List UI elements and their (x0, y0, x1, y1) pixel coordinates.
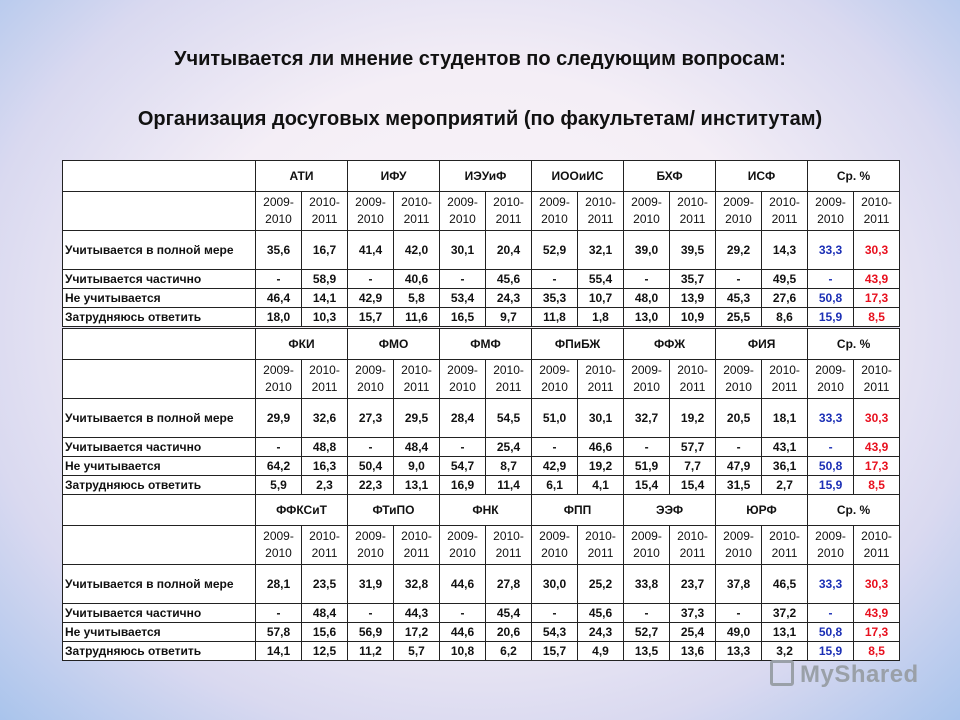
year-header: 2010- 2011 (854, 192, 900, 231)
value-cell: 17,3 (854, 289, 900, 308)
data-table-3 (62, 494, 900, 661)
value-cell: 41,4 (348, 231, 394, 270)
year-header: 2010- 2011 (854, 526, 900, 565)
year-header: 2009- 2010 (532, 360, 578, 399)
value-cell: 50,4 (348, 457, 394, 476)
year-header: 2009- 2010 (348, 360, 394, 399)
value-cell: 15,9 (808, 642, 854, 661)
value-cell: 15,4 (624, 476, 670, 495)
value-cell: 14,1 (256, 642, 302, 661)
table-row (63, 399, 900, 438)
faculty-header-row (63, 161, 900, 192)
year-header: 2009- 2010 (624, 360, 670, 399)
value-cell: 6,2 (486, 642, 532, 661)
value-cell: - (624, 270, 670, 289)
value-cell: 49,5 (762, 270, 808, 289)
table-row (63, 476, 900, 495)
value-cell: 7,7 (670, 457, 716, 476)
year-header: 2009- 2010 (440, 360, 486, 399)
value-cell: 51,9 (624, 457, 670, 476)
value-cell: 8,6 (762, 308, 808, 327)
value-cell: - (440, 438, 486, 457)
value-cell: 45,4 (486, 604, 532, 623)
value-cell: - (808, 438, 854, 457)
year-header: 2009- 2010 (716, 526, 762, 565)
value-cell: 20,5 (716, 399, 762, 438)
value-cell: 57,8 (256, 623, 302, 642)
value-cell: 11,4 (486, 476, 532, 495)
value-cell: 15,6 (302, 623, 348, 642)
year-header: 2009- 2010 (440, 526, 486, 565)
value-cell: 13,1 (394, 476, 440, 495)
value-cell: 32,6 (302, 399, 348, 438)
table-row (63, 457, 900, 476)
year-header: 2010- 2011 (762, 360, 808, 399)
value-cell: 52,7 (624, 623, 670, 642)
value-cell: 45,3 (716, 289, 762, 308)
faculty-header: ФФЖ (624, 329, 716, 360)
slide-title: Учитывается ли мнение студентов по следующим вопросам: (174, 48, 786, 70)
row-label: Затрудняюсь ответить (63, 642, 256, 661)
value-cell: 64,2 (256, 457, 302, 476)
year-header: 2010- 2011 (578, 526, 624, 565)
faculty-header: ФМФ (440, 329, 532, 360)
year-header: 2009- 2010 (532, 192, 578, 231)
value-cell: 10,9 (670, 308, 716, 327)
logo-icon (770, 660, 794, 686)
value-cell: 42,9 (348, 289, 394, 308)
value-cell: 10,3 (302, 308, 348, 327)
year-header: 2010- 2011 (670, 192, 716, 231)
year-header: 2009- 2010 (440, 192, 486, 231)
value-cell: 19,2 (670, 399, 716, 438)
value-cell: 1,8 (578, 308, 624, 327)
value-cell: 10,7 (578, 289, 624, 308)
table-row (63, 604, 900, 623)
corner-cell (63, 329, 256, 360)
faculty-header: ФФКСиТ (256, 495, 348, 526)
year-header: 2009- 2010 (716, 192, 762, 231)
value-cell: 19,2 (578, 457, 624, 476)
value-cell: 12,5 (302, 642, 348, 661)
faculty-header: АТИ (256, 161, 348, 192)
value-cell: 23,5 (302, 565, 348, 604)
year-header: 2010- 2011 (302, 360, 348, 399)
faculty-header: ИООиИС (532, 161, 624, 192)
value-cell: 36,1 (762, 457, 808, 476)
value-cell: 35,6 (256, 231, 302, 270)
value-cell: 37,2 (762, 604, 808, 623)
row-label: Учитывается в полной мере (63, 565, 256, 604)
value-cell: - (716, 604, 762, 623)
value-cell: 17,3 (854, 457, 900, 476)
value-cell: - (532, 604, 578, 623)
value-cell: 18,0 (256, 308, 302, 327)
value-cell: 15,9 (808, 308, 854, 327)
value-cell: 58,9 (302, 270, 348, 289)
faculty-header: Ср. % (808, 329, 900, 360)
faculty-header: ЮРФ (716, 495, 808, 526)
value-cell: 16,7 (302, 231, 348, 270)
years-row (63, 360, 900, 399)
value-cell: 17,2 (394, 623, 440, 642)
corner-cell (63, 360, 256, 399)
value-cell: 37,3 (670, 604, 716, 623)
value-cell: 45,6 (578, 604, 624, 623)
table-row (63, 270, 900, 289)
value-cell: - (532, 438, 578, 457)
value-cell: 6,1 (532, 476, 578, 495)
value-cell: 39,0 (624, 231, 670, 270)
value-cell: 39,5 (670, 231, 716, 270)
value-cell: 29,9 (256, 399, 302, 438)
value-cell: - (532, 270, 578, 289)
slide-subtitle: Организация досуговых мероприятий (по факультетам/ институтам) (137, 108, 823, 130)
value-cell: 35,7 (670, 270, 716, 289)
value-cell: 11,6 (394, 308, 440, 327)
value-cell: 44,6 (440, 623, 486, 642)
value-cell: 30,3 (854, 565, 900, 604)
value-cell: 14,1 (302, 289, 348, 308)
value-cell: 29,2 (716, 231, 762, 270)
value-cell: 10,8 (440, 642, 486, 661)
value-cell: 13,0 (624, 308, 670, 327)
value-cell: 43,9 (854, 438, 900, 457)
value-cell: 9,0 (394, 457, 440, 476)
value-cell: 31,9 (348, 565, 394, 604)
year-header: 2009- 2010 (716, 360, 762, 399)
value-cell: 3,2 (762, 642, 808, 661)
year-header: 2009- 2010 (348, 192, 394, 231)
value-cell: 56,9 (348, 623, 394, 642)
table-row (63, 565, 900, 604)
value-cell: 2,3 (302, 476, 348, 495)
faculty-header-row (63, 495, 900, 526)
value-cell: 27,8 (486, 565, 532, 604)
value-cell: 4,1 (578, 476, 624, 495)
value-cell: 50,8 (808, 457, 854, 476)
value-cell: 8,5 (854, 308, 900, 327)
value-cell: 33,3 (808, 231, 854, 270)
value-cell: 33,3 (808, 565, 854, 604)
value-cell: 27,6 (762, 289, 808, 308)
value-cell: 30,3 (854, 231, 900, 270)
value-cell: 25,5 (716, 308, 762, 327)
value-cell: 43,9 (854, 270, 900, 289)
faculty-header: БХФ (624, 161, 716, 192)
value-cell: 50,8 (808, 623, 854, 642)
value-cell: 17,3 (854, 623, 900, 642)
faculty-header: ИСФ (716, 161, 808, 192)
value-cell: 24,3 (578, 623, 624, 642)
value-cell: 45,6 (486, 270, 532, 289)
watermark-logo (770, 660, 919, 689)
value-cell: 54,7 (440, 457, 486, 476)
years-row (63, 192, 900, 231)
year-header: 2009- 2010 (808, 360, 854, 399)
value-cell: 16,3 (302, 457, 348, 476)
value-cell: 44,3 (394, 604, 440, 623)
value-cell: - (348, 604, 394, 623)
value-cell: 5,7 (394, 642, 440, 661)
value-cell: 25,2 (578, 565, 624, 604)
row-label: Не учитывается (63, 289, 256, 308)
year-header: 2010- 2011 (302, 526, 348, 565)
faculty-header: Ср. % (808, 495, 900, 526)
value-cell: 43,1 (762, 438, 808, 457)
faculty-header: ФТиПО (348, 495, 440, 526)
value-cell: 13,1 (762, 623, 808, 642)
row-label: Учитывается частично (63, 438, 256, 457)
year-header: 2009- 2010 (532, 526, 578, 565)
faculty-header: ЭЭФ (624, 495, 716, 526)
faculty-header-row (63, 329, 900, 360)
year-header: 2010- 2011 (578, 192, 624, 231)
row-label: Учитывается частично (63, 604, 256, 623)
value-cell: 13,6 (670, 642, 716, 661)
value-cell: 42,9 (532, 457, 578, 476)
value-cell: 46,4 (256, 289, 302, 308)
faculty-header: ФКИ (256, 329, 348, 360)
value-cell: 11,2 (348, 642, 394, 661)
value-cell: - (716, 438, 762, 457)
year-header: 2009- 2010 (256, 360, 302, 399)
value-cell: 42,0 (394, 231, 440, 270)
value-cell: - (256, 604, 302, 623)
value-cell: 46,6 (578, 438, 624, 457)
row-label: Затрудняюсь ответить (63, 308, 256, 327)
value-cell: 5,9 (256, 476, 302, 495)
value-cell: 16,9 (440, 476, 486, 495)
value-cell: 25,4 (670, 623, 716, 642)
faculty-header: ИФУ (348, 161, 440, 192)
value-cell: 31,5 (716, 476, 762, 495)
value-cell: - (716, 270, 762, 289)
table-row (63, 623, 900, 642)
row-label: Учитывается в полной мере (63, 399, 256, 438)
value-cell: - (256, 438, 302, 457)
value-cell: 15,7 (532, 642, 578, 661)
value-cell: 40,6 (394, 270, 440, 289)
value-cell: 49,0 (716, 623, 762, 642)
value-cell: 13,3 (716, 642, 762, 661)
value-cell: 13,5 (624, 642, 670, 661)
table-row (63, 231, 900, 270)
value-cell: - (808, 604, 854, 623)
value-cell: 8,5 (854, 476, 900, 495)
year-header: 2010- 2011 (762, 192, 808, 231)
row-label: Не учитывается (63, 457, 256, 476)
watermark-text: MyShared (800, 661, 919, 688)
year-header: 2010- 2011 (578, 360, 624, 399)
value-cell: 30,1 (578, 399, 624, 438)
year-header: 2010- 2011 (302, 192, 348, 231)
table-row (63, 289, 900, 308)
year-header: 2010- 2011 (486, 360, 532, 399)
value-cell: 48,4 (302, 604, 348, 623)
value-cell: 48,0 (624, 289, 670, 308)
data-table-2 (62, 328, 900, 495)
year-header: 2009- 2010 (624, 192, 670, 231)
value-cell: 30,1 (440, 231, 486, 270)
year-header: 2010- 2011 (670, 360, 716, 399)
value-cell: 20,4 (486, 231, 532, 270)
value-cell: - (348, 270, 394, 289)
value-cell: 33,8 (624, 565, 670, 604)
value-cell: 55,4 (578, 270, 624, 289)
value-cell: 51,0 (532, 399, 578, 438)
value-cell: 30,0 (532, 565, 578, 604)
value-cell: 13,9 (670, 289, 716, 308)
year-header: 2010- 2011 (670, 526, 716, 565)
faculty-header: ФИЯ (716, 329, 808, 360)
value-cell: 25,4 (486, 438, 532, 457)
corner-cell (63, 495, 256, 526)
year-header: 2010- 2011 (486, 526, 532, 565)
value-cell: 8,7 (486, 457, 532, 476)
value-cell: 28,1 (256, 565, 302, 604)
value-cell: - (440, 604, 486, 623)
year-header: 2009- 2010 (808, 192, 854, 231)
years-row (63, 526, 900, 565)
value-cell: 54,5 (486, 399, 532, 438)
value-cell: 5,8 (394, 289, 440, 308)
year-header: 2010- 2011 (394, 526, 440, 565)
year-header: 2009- 2010 (348, 526, 394, 565)
value-cell: 33,3 (808, 399, 854, 438)
faculty-header: ИЭУиФ (440, 161, 532, 192)
value-cell: 2,7 (762, 476, 808, 495)
value-cell: 22,3 (348, 476, 394, 495)
faculty-header: ФМО (348, 329, 440, 360)
year-header: 2009- 2010 (624, 526, 670, 565)
table-row (63, 642, 900, 661)
value-cell: 52,9 (532, 231, 578, 270)
value-cell: 48,4 (394, 438, 440, 457)
value-cell: 15,4 (670, 476, 716, 495)
year-header: 2010- 2011 (486, 192, 532, 231)
faculty-header: ФПП (532, 495, 624, 526)
year-header: 2009- 2010 (256, 192, 302, 231)
corner-cell (63, 526, 256, 565)
faculty-header: Ср. % (808, 161, 900, 192)
value-cell: 37,8 (716, 565, 762, 604)
value-cell: 9,7 (486, 308, 532, 327)
row-label: Учитывается частично (63, 270, 256, 289)
value-cell: 32,1 (578, 231, 624, 270)
corner-cell (63, 161, 256, 192)
value-cell: 28,4 (440, 399, 486, 438)
value-cell: 47,9 (716, 457, 762, 476)
value-cell: 14,3 (762, 231, 808, 270)
value-cell: - (808, 270, 854, 289)
row-label: Не учитывается (63, 623, 256, 642)
value-cell: 43,9 (854, 604, 900, 623)
faculty-header: ФПиБЖ (532, 329, 624, 360)
value-cell: 29,5 (394, 399, 440, 438)
value-cell: 8,5 (854, 642, 900, 661)
year-header: 2009- 2010 (256, 526, 302, 565)
value-cell: 57,7 (670, 438, 716, 457)
data-table-1 (62, 160, 900, 327)
year-header: 2009- 2010 (808, 526, 854, 565)
value-cell: 44,6 (440, 565, 486, 604)
table-row (63, 438, 900, 457)
corner-cell (63, 192, 256, 231)
value-cell: 23,7 (670, 565, 716, 604)
value-cell: - (624, 604, 670, 623)
value-cell: 27,3 (348, 399, 394, 438)
value-cell: 20,6 (486, 623, 532, 642)
value-cell: 54,3 (532, 623, 578, 642)
value-cell: 30,3 (854, 399, 900, 438)
value-cell: 4,9 (578, 642, 624, 661)
faculty-header: ФНК (440, 495, 532, 526)
value-cell: 11,8 (532, 308, 578, 327)
value-cell: - (348, 438, 394, 457)
value-cell: - (256, 270, 302, 289)
value-cell: 16,5 (440, 308, 486, 327)
value-cell: 24,3 (486, 289, 532, 308)
year-header: 2010- 2011 (762, 526, 808, 565)
value-cell: 35,3 (532, 289, 578, 308)
value-cell: 15,9 (808, 476, 854, 495)
value-cell: 32,8 (394, 565, 440, 604)
year-header: 2010- 2011 (394, 360, 440, 399)
value-cell: 50,8 (808, 289, 854, 308)
year-header: 2010- 2011 (394, 192, 440, 231)
value-cell: 48,8 (302, 438, 348, 457)
value-cell: 15,7 (348, 308, 394, 327)
value-cell: - (440, 270, 486, 289)
year-header: 2010- 2011 (854, 360, 900, 399)
value-cell: - (624, 438, 670, 457)
value-cell: 46,5 (762, 565, 808, 604)
value-cell: 32,7 (624, 399, 670, 438)
table-row (63, 308, 900, 327)
value-cell: 53,4 (440, 289, 486, 308)
row-label: Затрудняюсь ответить (63, 476, 256, 495)
value-cell: 18,1 (762, 399, 808, 438)
row-label: Учитывается в полной мере (63, 231, 256, 270)
